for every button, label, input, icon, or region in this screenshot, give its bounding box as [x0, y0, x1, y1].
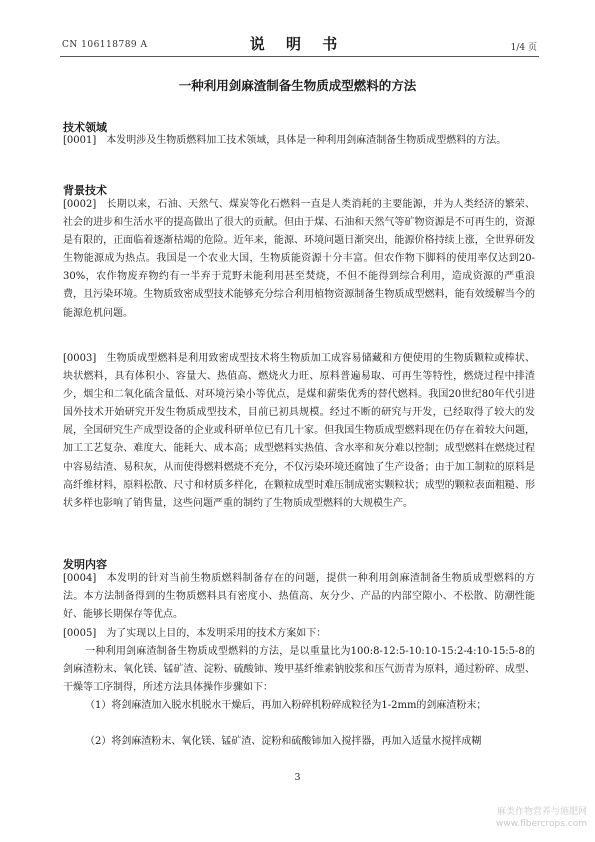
document-title: 一种利用剑麻渣制备生物质成型燃料的方法 — [178, 78, 417, 93]
paragraph-number: [0004] — [63, 573, 97, 584]
paragraph-0003 — [63, 350, 535, 513]
paragraph-text: 本发明的针对当前生物质燃料制备存在的问题，提供一种利用剑麻渣制备生物质成型燃料的方法。本方法制备得到的生物质燃料具有密度小、热值高、灰分少、产品的内部空隙小、不松散、防潮性能好、能够长期保存等优点。 — [63, 573, 535, 621]
paragraph-0004 — [63, 570, 535, 624]
paragraph-number: [0005] — [63, 628, 97, 639]
paragraph-text: （2）将剑麻渣粉末、氧化镁、锰矿渣、淀粉和硫酸铈加入搅拌器，再加入适量水搅拌成糊 — [85, 736, 482, 747]
document-type: 说 明 书 — [249, 35, 346, 53]
paragraph-number: [0001] — [63, 135, 97, 146]
paragraph-text: 本发明涉及生物质燃料加工技术领域，具体是一种利用剑麻渣制备生物质成型燃料的方法。 — [106, 135, 507, 146]
paragraph-0005 — [63, 625, 535, 643]
watermark — [496, 806, 587, 830]
paragraph-text: 生物质成型燃料是利用致密成型技术将生物质加工成容易储藏和方便使用的生物质颗粒或棒状、块状燃料，具有体积小、容量大、热值高、燃烧火力旺、原料普遍易取、可再生等特性，燃烧过程中排渣少，烟尘和二氧化硫含量低、对环境污染小等优点，是煤和薪柴优秀的替代燃料。我国20世纪80年代引进国外技术开始研究开发生物质成型技术，目前已初具规模。经过不断的研究与开发，已经取得了较大的发展，全国研究生产成型设备的企业或科研单位已有几十家。但我国生物质成型燃料现在仍存在着较大问题，加工工艺复杂、难度大、能耗大、成本高；成型燃料实热值、含水率和灰分难以控制；成型燃料在燃烧过程中容易结渣、易积灰，从而使得燃料燃烧不充分，不仅污染环境还腐蚀了生产设备；由于加工制粒的原料是高纤维材料，原料松散、尺寸和材质多样化，在颗粒成型时难压制成密实颗粒状；成型的颗粒表面粗糙、形状多样也影响了销售量，这些问题严重的制约了生物质成型燃料的大规模生产。 — [63, 353, 535, 509]
paragraph-text: 一种利用剑麻渣制备生物质成型燃料的方法，是以重量比为100:8-12:5-10:10-15:2-4:10-15:5-8的剑麻渣粉末、氧化镁、锰矿渣、淀粉、硫酸铈、羧甲基纤维素钠胶浆和压气沥青为原料，通过粉碎、成型、干燥等工序制得，所述方法具体操作步骤如下： — [63, 646, 535, 694]
paragraph-number: [0002] — [63, 199, 97, 210]
section-heading-tech-field: 技术领域 — [63, 121, 107, 134]
page-info: 1/4 页 — [510, 43, 537, 53]
paragraph-step-2 — [63, 733, 535, 751]
paragraph-number: [0003] — [63, 353, 97, 364]
paragraph-0002 — [63, 196, 535, 323]
paragraph-step-1 — [63, 697, 535, 715]
paragraph-0001 — [63, 132, 535, 150]
patent-number: CN 106118789 A — [62, 40, 148, 50]
paragraph-method — [63, 643, 535, 697]
header-divider — [60, 56, 539, 57]
section-heading-background: 背景技术 — [63, 184, 107, 197]
watermark-site-name: 麻类作物营养与施肥网 — [496, 807, 587, 817]
paragraph-text: 长期以来，石油、天然气、煤炭等化石燃料一直是人类消耗的主要能源，并为人类经济的繁荣、社会的进步和生活水平的提高做出了很大的贡献。但由于煤、石油和天然气等矿物资源是不可再生的，资源是有限的，正面临着逐渐枯竭的危险。近年来，能源、环境问题日渐突出，能源价格持续上涨，全世界研发生物能源成为热点。我国是一个农业大国，生物质能资源十分丰富。但农作物下脚料的使用率仅达到20-30%，农作物废弃物约有一半弃于荒野未能利用甚至焚烧，不但不能得到综合利用，造成资源的严重浪费，且污染环境。生物质致密成型技术能够充分综合利用植物资源制备生物质成型燃料，能有效缓解当今的能源危机问题。 — [63, 199, 535, 319]
section-heading-invention: 发明内容 — [63, 558, 107, 571]
page-number: 3 — [294, 772, 301, 783]
paragraph-text: （1）将剑麻渣加入脱水机脱水干燥后，再加入粉碎机粉碎成粒径为1-2mm的剑麻渣粉末； — [85, 700, 487, 711]
watermark-url: www.fibercrops.com — [496, 819, 587, 829]
paragraph-text: 为了实现以上目的，本发明采用的技术方案如下： — [106, 628, 327, 639]
